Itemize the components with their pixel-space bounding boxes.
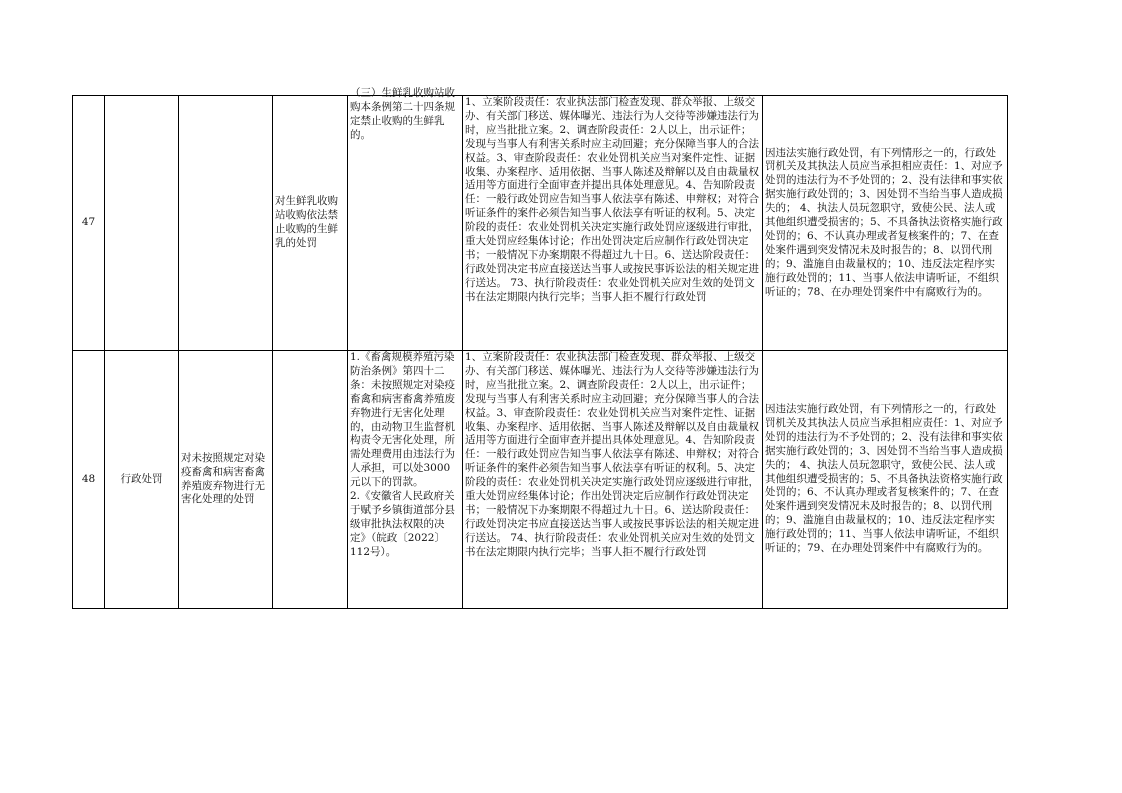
liability-items: 因违法实施行政处罚，有下列情形之一的，行政处罚机关及其执法人员应当承担相应责任：1、对应予处罚的违法行为不予处罚的；2、没有法律和事实依据实施行政处罚的；3、因处罚不当给当事人造成损失的； 4、执法人员玩忽职守，致使公民、法人或其他组织遭受损害的；5、不具备执法资格实施行政处罚的；6、不认真办理或者复核案件的；7、在查处案件遇到突发情况未及时报告的；8、以罚代刑的；9、滥施自由裁量权的；10、违反法定程序实施行政处罚的；11、当事人依法申请听证，不组织听证的；78、在办理处罚案件中有腐败行为的。	[763, 96, 1008, 351]
power-item-name: 对生鲜乳收购站收购依法禁止收购的生鲜乳的处罚	[273, 96, 348, 351]
legal-basis	[348, 351, 463, 609]
legal-basis	[348, 87, 463, 351]
empty-cell	[179, 96, 273, 351]
power-type: 行政处罚	[105, 351, 179, 609]
empty-cell	[273, 351, 348, 609]
legal-basis-text: 1.《畜禽规模养殖污染防治条例》第四十二条：未按照规定对染疫畜禽和病害畜禽养殖废弃物进行无害化处理的，由动物卫生监督机构责令无害化处理，所需处理费用由违法行为人承担，可以处3000元以下的罚款。 2.《安徽省人民政府关于赋予乡镇街道部分县级审批执法权限的决定》（皖政〔2022〕112号）。	[350, 351, 455, 558]
responsibility-items	[463, 351, 763, 609]
table-row	[73, 96, 1008, 351]
table-row	[73, 351, 1008, 609]
legal-basis-text: （三）生鲜乳收购站收购本条例第二十四条规定禁止收购的生鲜乳的。	[350, 87, 455, 141]
row-number: 48	[73, 351, 105, 609]
row-number: 47	[73, 96, 105, 351]
responsibility-text: 1、立案阶段责任：农业执法部门检查发现、群众举报、上级交办、有关部门移送、媒体曝光、违法行为人交待等涉嫌违法行为时，应当批批立案。2、调查阶段责任：2人以上，出示证件；发现与当事人有利害关系时应主动回避；充分保障当事人的合法权益。3、审查阶段责任：农业处罚机关应当对案件定性、证据收集、办案程序、适用依据、当事人陈述及辩解以及自由裁量权适用等方面进行全面审查并提出具体处理意见。4、告知阶段责任：一般行政处罚应告知当事人依法享有陈述、申辩权；对符合听证条件的案件必须告知当事人依法享有听证的权利。5、决定阶段的责任：农业处罚机关决定实施行政处罚应逐级进行审批，重大处罚应经集体讨论；作出处罚决定后应制作行政处罚决定书；一般情况下办案期限不得超过九十日。6、送达阶段责任：行政处罚决定书应直接送达当事人或按民事诉讼法的相关规定进行送达。 74、执行阶段责任：农业处罚机关应对生效的处罚文书在法定期限内执行完毕；当事人拒不履行行政处罚	[465, 351, 759, 558]
responsibility-text: 1、立案阶段责任：农业执法部门检查发现、群众举报、上级交办、有关部门移送、媒体曝光、违法行为人交待等涉嫌违法行为时，应当批批立案。2、调查阶段责任：2人以上，出示证件；发现与当事人有利害关系时应主动回避；充分保障当事人的合法权益。3、审查阶段责任：农业处罚机关应当对案件定性、证据收集、办案程序、适用依据、当事人陈述及辩解以及自由裁量权适用等方面进行全面审查并提出具体处理意见。4、告知阶段责任：一般行政处罚应告知当事人依法享有陈述、申辩权；对符合听证条件的案件必须告知当事人依法享有听证的权利。5、决定阶段的责任：农业处罚机关决定实施行政处罚应逐级进行审批，重大处罚应经集体讨论；作出处罚决定后应制作行政处罚决定书；一般情况下办案期限不得超过九十日。6、送达阶段责任：行政处罚决定书应直接送达当事人或按民事诉讼法的相关规定进行送达。 73、执行阶段责任：农业处罚机关应对生效的处罚文书在法定期限内执行完毕；当事人拒不履行行政处罚	[465, 96, 759, 303]
power-list-table	[72, 87, 1008, 609]
power-item-name: 对未按照规定对染疫畜禽和病害畜禽养殖废弃物进行无害化处理的处罚	[179, 351, 273, 609]
power-type	[105, 96, 179, 351]
liability-items: 因违法实施行政处罚，有下列情形之一的，行政处罚机关及其执法人员应当承担相应责任：1、对应予处罚的违法行为不予处罚的；2、没有法律和事实依据实施行政处罚的；3、因处罚不当给当事人造成损失的； 4、执法人员玩忽职守，致使公民、法人或其他组织遭受损害的；5、不具备执法资格实施行政处罚的；6、不认真办理或者复核案件的；7、在查处案件遇到突发情况未及时报告的；8、以罚代刑的；9、滥施自由裁量权的；10、违反法定程序实施行政处罚的；11、当事人依法申请听证，不组织听证的；79、在办理处罚案件中有腐败行为的。	[763, 351, 1008, 609]
responsibility-items	[463, 96, 763, 351]
